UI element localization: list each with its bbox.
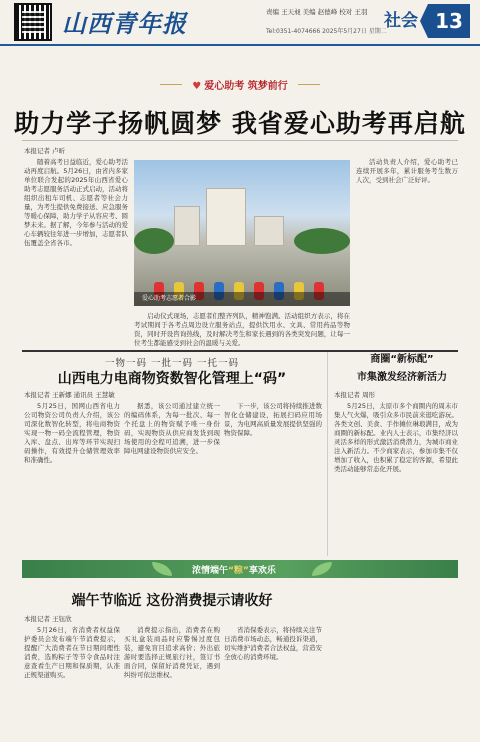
leaf-icon [152,562,172,576]
heart-icon: ♥ [192,81,202,92]
edition-credits: 责编 王天昶 美编 赵德峰 校对 王羽 [266,8,368,16]
column-divider [327,352,328,556]
article3-column-3: 省消保委表示，将持续关注节日消费市场动态，畅通投诉渠道，切实维护消费者合法权益，营造安全放心的消费环境。 [224,626,322,661]
sidebar-byline: 本报记者 周彤 [334,391,376,399]
page-number: 13 [428,4,470,38]
sidebar-title-line2[interactable]: 市集激发经济新活力 [357,372,447,383]
article1-kicker [160,74,320,96]
article1-byline: 本报记者 卢昕 [24,147,66,155]
article2-column-1: 5月25日，国网山西省电力公司物资公司负责人介绍，该公司深化数智化转型，将电商物资实现一物一码全流程管理，物资入库、盘点、出库等环节实现扫码操作，有效提升仓储管理效率和准确性。 [24,402,120,464]
article3-byline: 本报记者 王钰欣 [24,615,72,623]
banner-text [192,563,276,576]
article3-column-1: 5月26日，省消费者权益保护委员会发布端午节消费提示，提醒广大消费者在节日期间理性消费，选购粽子等节令食品时注意查看生产日期和保质期，认准正规渠道购买。 [24,626,120,679]
newspaper-logo: 山西青年报 [62,9,187,38]
article3-column-2: 消费提示指出，消费者在购买礼盒装商品时应警惕过度包装，避免盲目追求高价；外出旅游时要选择正规旅行社，签订书面合同，保留好消费凭证，遇到纠纷可依法维权。 [124,626,220,679]
article2-tagline: 一物一码 一批一码 一托一码 [104,358,240,369]
article3-headline[interactable]: 端午节临近 这份消费提示请收好 [71,593,273,609]
festival-banner [22,560,458,578]
article1-photo[interactable] [134,160,350,306]
article2-column-2: 据悉，该公司通过建立统一的编码体系，为每一批次、每一个托盘上的物资赋予唯一身份码，实现物资从供应商发货到现场使用的全程可追溯，进一步保障电网建设物资供应安全。 [124,402,220,455]
sidebar-title-line1[interactable]: 商圈“新标配” [370,354,434,365]
article2-byline: 本报记者 王新娜 通讯员 王慧敏 [24,391,115,399]
banner-prefix: 浓情 [192,566,211,576]
banner-middle: 端午 [210,566,229,576]
qr-code-icon[interactable] [14,3,52,41]
sidebar-article [332,350,472,383]
sidebar-body: 5月25日，太原市多个商圈内的周末市集人气火爆，吸引众多市民前来逛吃游玩。各类文创、美食、手作摊位琳琅满目，成为商圈的新标配。业内人士表示，市集经济以灵活多样的形式激活消费潜力，为城市商业注入新活力。不少商家表示，参加市集不仅增加了收入，也积累了稳定的客源，希望此类活动能够常态化开展。 [334,402,458,473]
section-name: 社会 [384,11,418,31]
divider [22,140,458,141]
banner-highlight: “粽” [228,566,249,576]
article2-column-3: 下一步，该公司将持续推进数智化仓储建设，拓展扫码应用场景，为电网高质量发展提供坚强的物资保障。 [224,402,322,437]
article1-column-1: 随着高考日益临近，爱心助考活动再度启航。5月26日，由省内多家单位联合发起的2025年山西省爱心助考志愿服务活动正式启动，活动将组织出租车司机、志愿者等社会力量，为考生提供免费接送、应急服务等暖心保障，助力学子从容应考、圆梦未来。据了解，今年参与活动的爱心车辆较往年进一步增加，志愿者队伍覆盖全省各市。 [24,158,128,247]
article1-headline[interactable]: 助力学子扬帆圆梦 我省爱心助考再启航 [14,109,466,138]
masthead [0,0,480,46]
photo-caption: 爱心助考志愿者合影 [134,292,350,306]
contact-and-date: Tel:0351-4074666 2025年5月27日 星期二 [266,28,387,35]
article1-column-3: 活动负责人介绍，爱心助考已连续开展多年，累计服务考生数万人次，受到社会广泛好评。 [356,158,458,184]
article1-column-2: 启动仪式现场，志愿者们整齐列队，精神饱满。活动组织方表示，将在考试期间于各考点周边设立服务站点，提供饮用水、文具、常用药品等物资，同时开设咨询热线，及时解决考生和家长遇到的各类突发问题，让每一位考生都能感受到社会的温暖与关爱。 [134,312,350,347]
banner-suffix: 享欢乐 [248,566,276,576]
kicker-text: 爱心助考 筑梦前行 [204,81,288,92]
leaf-icon [312,562,332,576]
article2-headline[interactable]: 山西电力电商物资数智化管理上“码” [57,371,287,387]
